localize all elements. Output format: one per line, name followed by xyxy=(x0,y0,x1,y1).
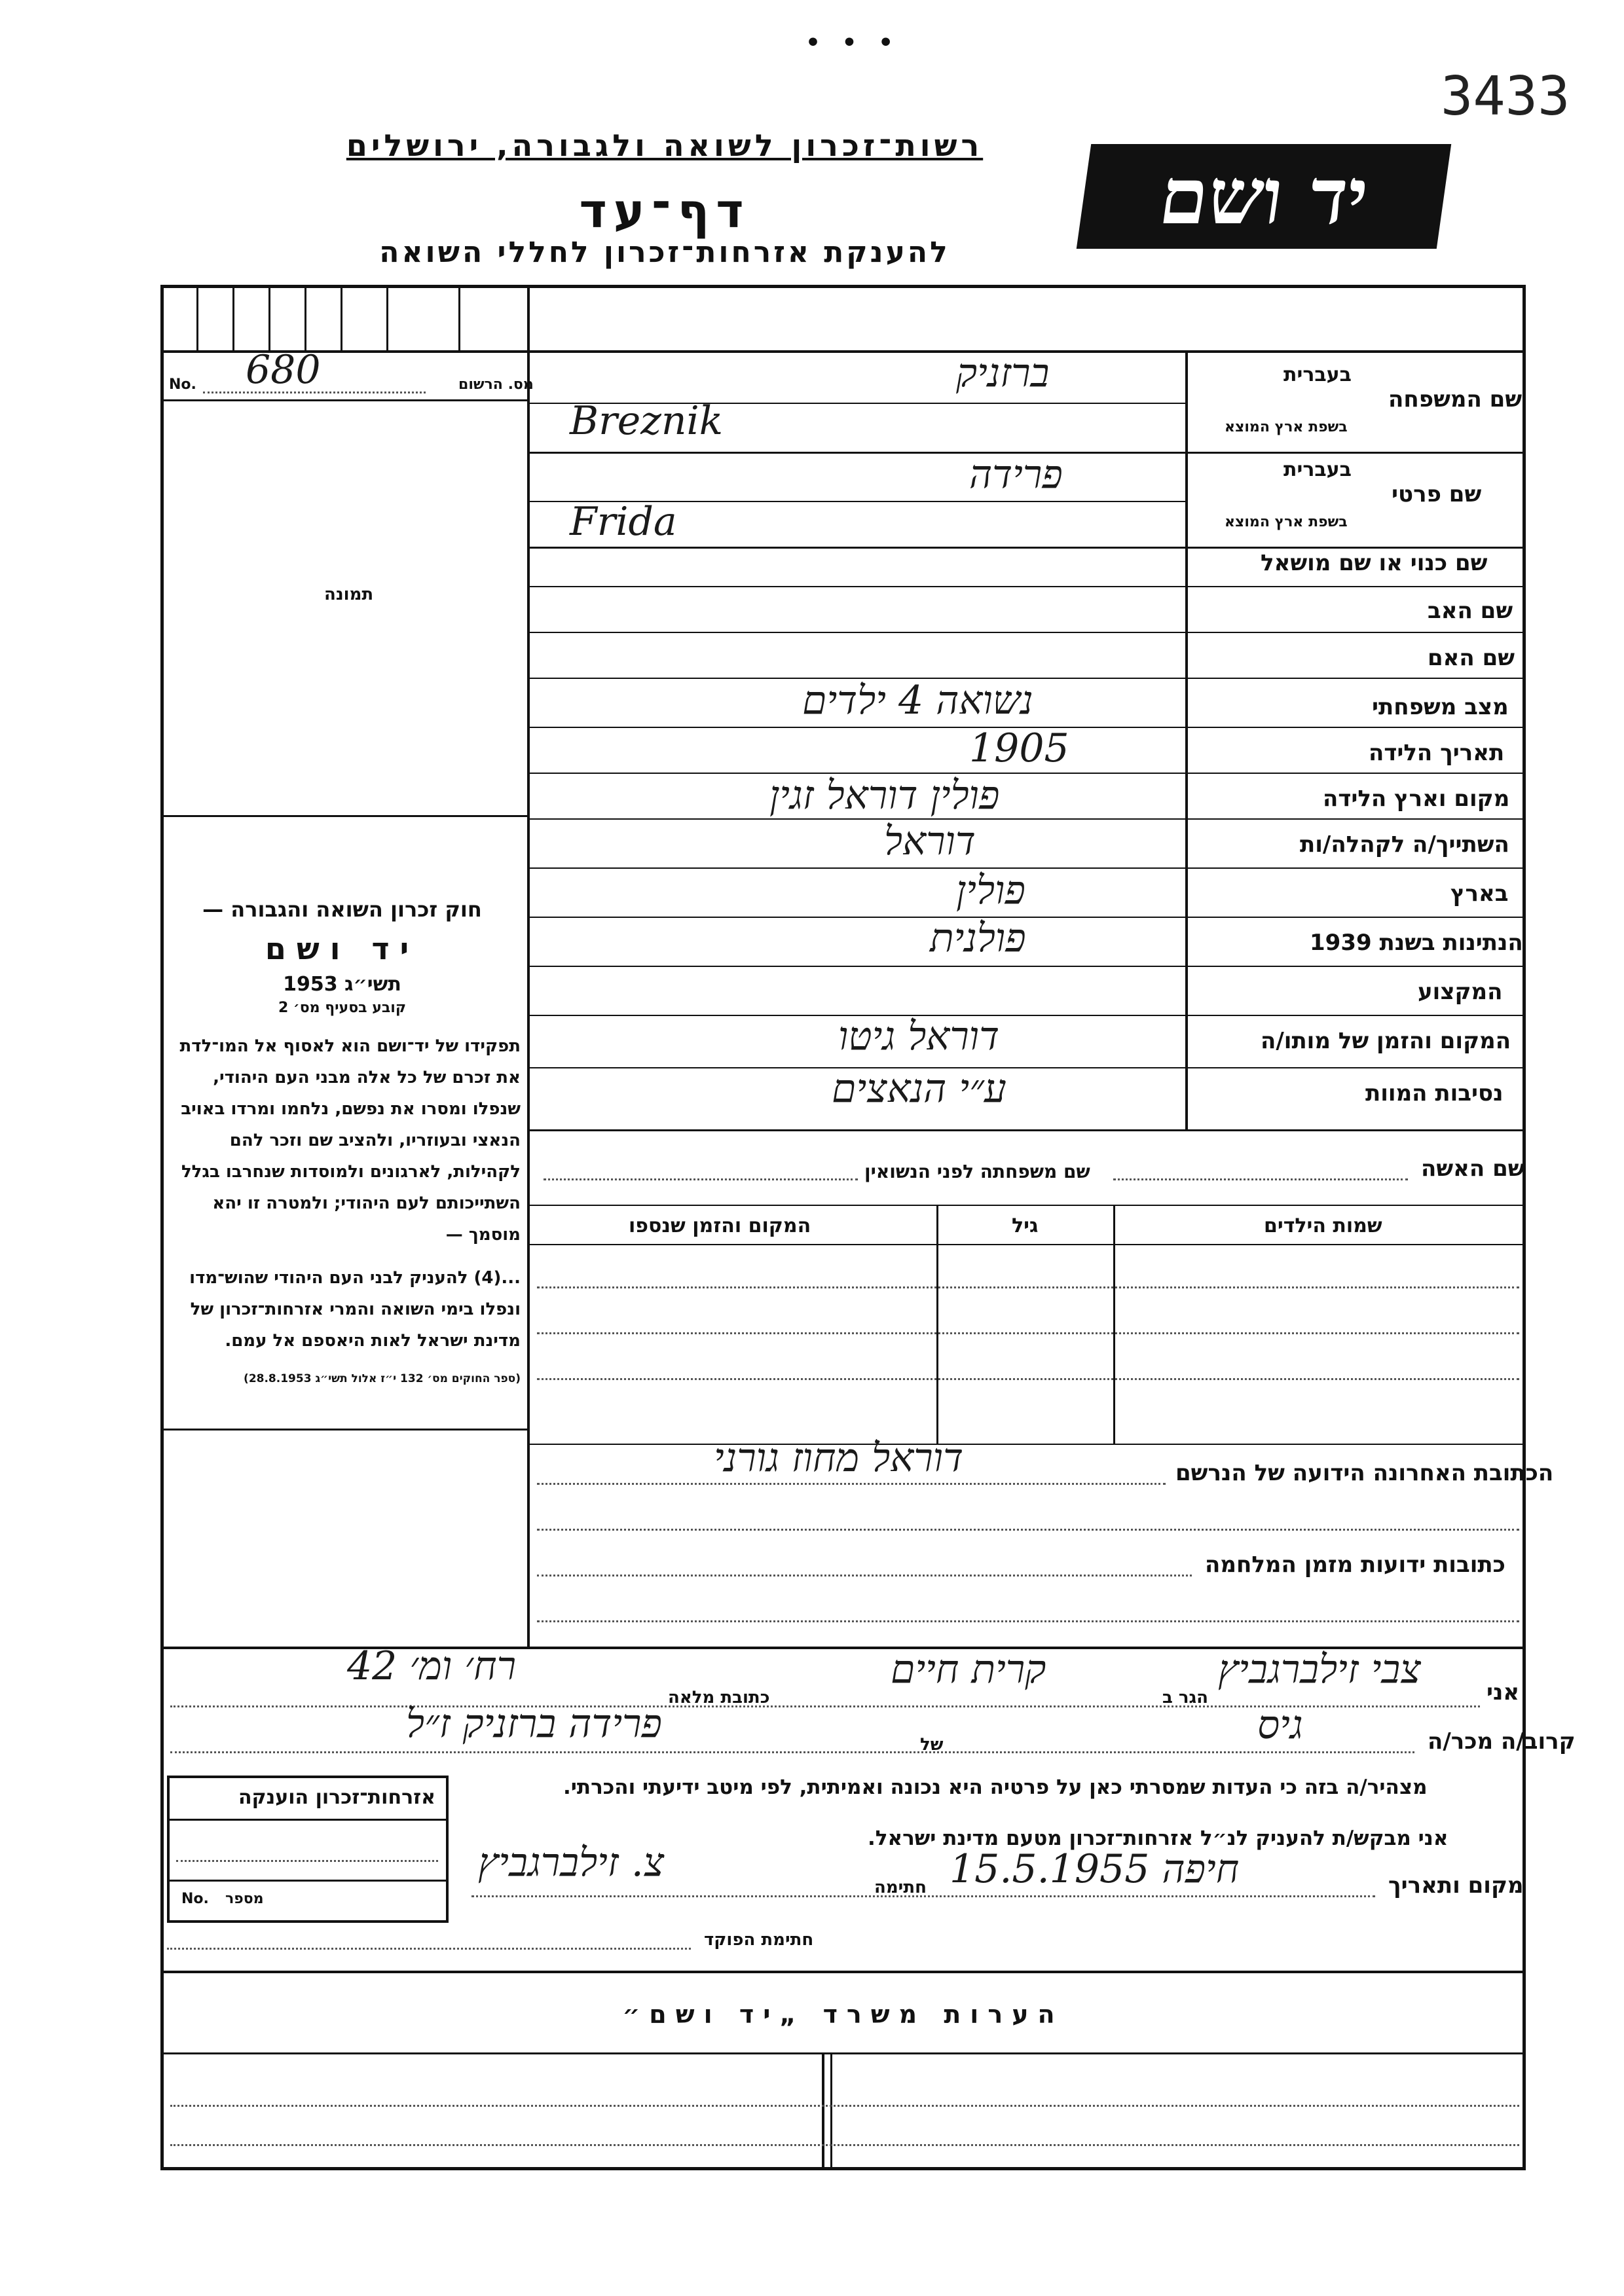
wartime-address-label: כתובות ידועות מזמן המלחמה xyxy=(1205,1552,1505,1578)
wife-name-label: שם האשה xyxy=(1421,1156,1525,1182)
birth-place-label: מקום וארץ הלידה xyxy=(1323,786,1510,812)
row-rule xyxy=(530,1129,1526,1131)
row-rule xyxy=(530,867,1526,869)
row-rule xyxy=(530,1444,1526,1445)
children-col-divider xyxy=(1113,1205,1115,1444)
notes-dotline xyxy=(170,2105,1519,2107)
label-column-divider xyxy=(1185,350,1188,1129)
death-place-label: המקום והזמן של מותו/ה xyxy=(1261,1028,1511,1054)
citizenship-box-rule xyxy=(170,1819,446,1821)
place-date-label: מקום ותאריך xyxy=(1388,1872,1524,1899)
first-name-hebrew-value: פרידה xyxy=(969,452,1063,498)
strip-cell xyxy=(232,285,234,350)
mother-label: שם האם xyxy=(1428,645,1515,671)
row-rule xyxy=(530,586,1526,587)
citizenship-granted-box xyxy=(167,1776,449,1923)
row-rule xyxy=(530,632,1526,633)
row-rule xyxy=(530,818,1526,820)
law-name: יד ושם xyxy=(265,931,420,966)
resides-value: קרית חיים xyxy=(891,1647,1046,1692)
first-name-native-label: בשפת ארץ המוצא xyxy=(1225,514,1348,530)
law-bottom-rule xyxy=(160,1429,528,1430)
row-rule xyxy=(530,966,1526,967)
row-rule xyxy=(530,547,1526,549)
marital-status-value: נשואה 4 ילדים xyxy=(802,678,1033,723)
row-rule xyxy=(530,1205,1526,1206)
wartime-address-dotline xyxy=(537,1620,1519,1622)
community-label: השתייך/ה לקהלה/ות xyxy=(1300,831,1509,858)
signature-label: חתימה xyxy=(874,1878,927,1897)
death-circumstances-label: נסיבות המוות xyxy=(1365,1080,1504,1106)
archive-number: 3433 xyxy=(1441,65,1570,128)
registration-label-en: No. xyxy=(169,376,196,393)
children-row xyxy=(537,1332,1519,1334)
photo-area-rule xyxy=(160,815,528,817)
children-col-divider xyxy=(936,1205,938,1444)
father-label: שם האב xyxy=(1428,598,1513,624)
children-row xyxy=(537,1286,1519,1288)
family-name-native-value: Breznik xyxy=(570,398,724,444)
resides-label: הגר ב xyxy=(1162,1688,1209,1707)
law-paragraph-2: ...(4) להעניק לבני העם היהודי שהוש־מדו ונפלו בימי השואה והמרי אזרחות־זכרון של מדינת ישראל לאות היאספם אל עמם. xyxy=(189,1268,521,1351)
registration-label: מס. הרשום xyxy=(458,376,534,393)
law-year: תשי״ג 1953 xyxy=(283,973,401,996)
strip-cell xyxy=(458,285,460,350)
notes-title: הערות משרד „יד ושם״ xyxy=(622,2000,1064,2029)
declarant-name: צבי זילברגביץ xyxy=(1218,1647,1421,1692)
relation-value: גיס xyxy=(1257,1702,1303,1748)
law-source: (ספר החוקים מס׳ 132 י״ז אלול תשי״ג 28.8.1953) xyxy=(244,1372,521,1385)
last-address-dotline xyxy=(537,1483,1166,1485)
officer-dotline xyxy=(167,1948,691,1950)
citizenship-box-dotline xyxy=(176,1860,438,1862)
children-names-header: שמות הילדים xyxy=(1264,1214,1382,1237)
registration-rule xyxy=(160,399,528,401)
family-name-label: שם המשפחה xyxy=(1388,386,1522,412)
officer-signature-label: חתימת הפוקד xyxy=(704,1930,814,1950)
last-address-label: הכתובת האחרונה הידועה של הנרשם xyxy=(1175,1460,1554,1486)
law-block xyxy=(164,897,521,1385)
citizenship-box-rule xyxy=(170,1880,446,1882)
signature-value: צ. זילברגביץ xyxy=(478,1840,665,1886)
family-name-hebrew-value: ברזניק xyxy=(956,350,1050,396)
children-row xyxy=(537,1378,1519,1380)
family-name-hebrew-label: בעברית xyxy=(1283,363,1352,386)
strip-cell xyxy=(268,285,270,350)
authority-title: רשות־זכרון לשואה ולגבורה, ירושלים xyxy=(346,128,984,163)
row-rule xyxy=(530,1015,1526,1016)
relative-dotline xyxy=(170,1751,1414,1753)
citizenship-1939-label: הנתינות בשנת 1939 xyxy=(1310,930,1523,956)
declaration-statement: מצהיר/ה בזה כי העדות שמסרתי כאן על פרטיה היא נכונה ואמיתית, לפי מיטב ידיעתי והכרתי. xyxy=(563,1776,1428,1799)
birth-place-value: פולין דוראל זגין xyxy=(769,773,1000,818)
law-clause: קובע בסעיף מס׳ 2 xyxy=(278,1000,407,1016)
top-strip-rule xyxy=(160,350,1526,353)
citizenship-1939-value: פולנית xyxy=(930,915,1026,961)
country-label: בארץ xyxy=(1450,881,1509,907)
registration-value: 680 xyxy=(246,347,321,393)
law-title: חוק זכרון השואה והגבורה — xyxy=(202,897,482,922)
birth-date-value: 1905 xyxy=(969,725,1069,771)
children-header-rule xyxy=(530,1244,1526,1245)
first-name-label: שם פרטי xyxy=(1392,481,1482,507)
maiden-name-dotline xyxy=(544,1178,858,1180)
photo-label: תמונה xyxy=(324,585,374,604)
citizenship-box-title: אזרחות־זכרון הוענקה xyxy=(238,1786,435,1809)
profession-label: המקצוע xyxy=(1418,979,1503,1005)
country-value: פולין xyxy=(956,867,1025,913)
notes-top-rule xyxy=(160,1971,1526,1973)
strip-cell xyxy=(196,285,198,350)
top-marks: • • • xyxy=(805,29,900,56)
form-subtitle: להענקת אזרחות־זכרון לחללי השואה xyxy=(379,236,950,269)
children-age-header: גיל xyxy=(1012,1214,1039,1237)
citizenship-box-number-label: מספר xyxy=(225,1891,264,1907)
maiden-name-label: שם משפחתה לפני הנשואין xyxy=(864,1161,1090,1182)
wartime-address-dotline xyxy=(537,1575,1192,1576)
notes-header-rule xyxy=(160,2052,1526,2054)
last-address-dotline xyxy=(537,1529,1519,1531)
first-name-native-value: Frida xyxy=(570,499,677,545)
full-address-label: כתובת מלאה xyxy=(668,1688,770,1707)
yad-vashem-logo: יד ושם xyxy=(1077,144,1451,249)
first-name-hebrew-label: בעברית xyxy=(1283,458,1352,481)
strip-cell xyxy=(304,285,306,350)
birth-date-label: תאריך הלידה xyxy=(1369,740,1505,766)
registration-dotline xyxy=(203,392,426,393)
death-place-value: דוראל גיטו xyxy=(838,1013,1000,1059)
death-circumstances-value: ע״י הנאצים xyxy=(832,1066,1006,1112)
place-date-value: חיפה 15.5.1955 xyxy=(950,1846,1240,1892)
strip-cell xyxy=(386,285,388,350)
row-rule xyxy=(530,917,1526,918)
last-address-value: דוראל מחוז גורני xyxy=(714,1435,964,1481)
full-address-value: רח׳ ומ׳ 42 xyxy=(347,1643,517,1689)
strip-cell xyxy=(341,285,342,350)
marital-status-label: מצב משפחתי xyxy=(1372,694,1509,720)
law-paragraph-1: תפקידו של יד־ושם הוא לאסוף אל המו־לדת את זכרם של כל אלה מבני העם היהודי, שנפלו ומסרו את נפשם, נלחמו ומרדו באויב הנאצי ובעוזריו, ולהציב שם וזכר להם לקהילות, לארגונים ולמוסדות שנחרבו בגלל השתייכותם לעם היהודי; ולמטרה זו יהא מוסמך — xyxy=(179,1036,521,1245)
citizenship-box-number-label-en: No. xyxy=(181,1891,209,1907)
community-value: דוראל xyxy=(884,818,976,864)
declaration-request: אני מבקש/ת להעניק לנ״ל אזרחות־זכרון מטעם מדינת ישראל. xyxy=(868,1827,1449,1850)
wife-name-dotline xyxy=(1113,1178,1408,1180)
form-title: דף־עד xyxy=(579,183,750,238)
children-place-header: המקום והזמן שנספו xyxy=(629,1214,811,1237)
notes-column-divider xyxy=(830,2054,832,2169)
place-date-dotline xyxy=(471,1895,1375,1897)
row-rule xyxy=(530,773,1526,774)
of-label: של xyxy=(920,1735,944,1755)
declarant-i-label: אני xyxy=(1486,1679,1520,1705)
notes-column-divider xyxy=(822,2054,824,2169)
family-name-native-label: בשפת ארץ המוצא xyxy=(1225,419,1348,435)
relative-label: קרוב/ה מכר/ה xyxy=(1428,1728,1576,1755)
row-rule xyxy=(530,1067,1526,1068)
nickname-label: שם כנוי או שם מושאל xyxy=(1261,550,1488,576)
notes-dotline xyxy=(170,2144,1519,2146)
of-value: פרידה ברזניק ז״ל xyxy=(406,1701,662,1747)
